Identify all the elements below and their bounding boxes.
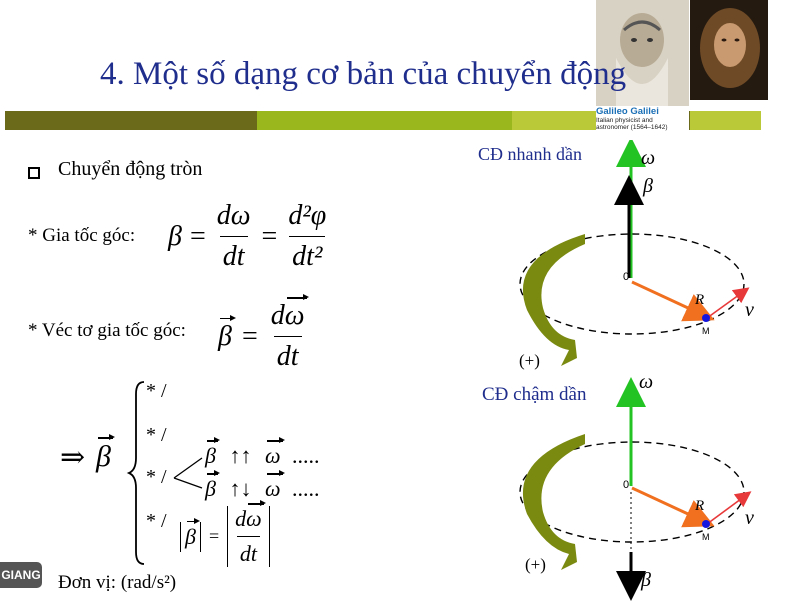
beta-vector-abs: β <box>185 523 196 549</box>
beta-symbol: β <box>168 220 182 252</box>
omega-vector: ω <box>284 300 305 331</box>
diagram-top <box>505 140 775 375</box>
title-bar-middle <box>257 111 512 130</box>
beta-label-top: β <box>643 175 653 197</box>
point-m-top <box>702 314 710 322</box>
beta-label-bottom: β <box>641 569 651 591</box>
curved-arrow-top <box>523 234 585 366</box>
radius-arrow-bottom <box>632 488 701 520</box>
diagram-bottom-label: CĐ chậm dần <box>482 384 587 405</box>
r-label-bottom: R <box>695 498 705 514</box>
case-row-2: * / <box>146 424 167 446</box>
omega-vector-parallel: ω <box>264 443 281 468</box>
direction-label-bottom: (+) <box>525 555 546 574</box>
omega-label-bottom: ω <box>639 371 654 393</box>
caption-name: Galileo Galilei <box>596 106 659 117</box>
bullet-heading: Chuyển động tròn <box>58 158 203 180</box>
equals-sign: = <box>189 220 206 252</box>
angular-acceleration-label: * Gia tốc góc: <box>28 225 136 246</box>
v-label-top: v <box>745 299 754 321</box>
beta-vector-parallel: β <box>205 443 216 468</box>
velocity-arrow-bottom <box>707 496 745 524</box>
case-antiparallel <box>205 476 320 502</box>
denominator-dt2: dt² <box>289 236 325 273</box>
vector-acceleration-formula <box>218 300 308 373</box>
abs-fraction <box>227 506 270 567</box>
direction-label-top: (+) <box>519 351 540 370</box>
case-row-3: * / <box>146 466 167 488</box>
omega-vector-abs: ω <box>246 506 262 531</box>
denominator-dt: dt <box>220 236 248 273</box>
bullet-square-icon <box>28 167 40 179</box>
slide-title: 4. Một số dạng cơ bản của chuyển động <box>100 56 627 92</box>
portrait-newton <box>690 0 768 100</box>
case-parallel <box>205 443 320 469</box>
antiparallel-symbols: ↑↓ <box>229 476 252 501</box>
caption-line2: astronomer (1564–1642) <box>596 124 668 131</box>
beta-vector: β <box>218 320 232 352</box>
numerator-abs: dω <box>235 506 262 531</box>
v-label-bottom: v <box>745 507 754 529</box>
omega-vector-antiparallel: ω <box>264 476 281 501</box>
angular-acceleration-formula <box>168 200 329 273</box>
caption-line1: Italian physicist and <box>596 117 653 124</box>
denominator-dt-2: dt <box>274 336 302 373</box>
title-bar-left <box>5 111 257 130</box>
fraction-abs <box>232 506 265 567</box>
implies-arrow: ⇒ <box>60 441 86 474</box>
velocity-arrow-top <box>707 292 743 318</box>
numerator-d2-phi: d²φ <box>288 200 327 231</box>
diagram-bottom <box>505 370 775 603</box>
ellipsis-parallel: ..... <box>292 443 320 468</box>
denominator-abs: dt <box>237 536 260 567</box>
fraction-d-vec-omega-dt <box>268 300 308 373</box>
diagram-top-label: CĐ nhanh dần <box>478 144 582 164</box>
beta-vector-antiparallel: β <box>205 476 216 501</box>
portrait-caption <box>596 106 689 138</box>
equals-sign-2: = <box>261 220 278 252</box>
abs-beta <box>180 522 201 552</box>
fraction-d-omega-dt <box>214 200 254 273</box>
equals-sign-3: = <box>241 320 258 352</box>
m-label-bottom: M <box>702 532 710 542</box>
case-row-1: * / <box>146 380 167 402</box>
m-label-top: M <box>702 326 710 336</box>
case-split-lines <box>172 452 206 492</box>
case-row-4: * / <box>146 510 167 532</box>
ellipsis-antiparallel: ..... <box>292 476 320 501</box>
r-label-top: R <box>695 292 705 308</box>
equals-sign-abs: = <box>208 526 220 546</box>
presenter-badge: GIANG <box>0 562 42 588</box>
unit-label: Đơn vị: (rad/s²) <box>58 572 177 593</box>
vector-acceleration-label: * Véc tơ gia tốc góc: <box>28 320 186 341</box>
fraction-d2phi-dt2 <box>285 200 329 273</box>
numerator-d-omega: dω <box>216 200 251 231</box>
beta-vector-cases: β <box>96 440 111 473</box>
origin-label-top: 0 <box>623 271 630 283</box>
radius-arrow-top <box>632 282 701 314</box>
omega-label-top: ω <box>641 147 656 169</box>
cases-brace <box>126 378 148 568</box>
magnitude-formula <box>180 506 270 567</box>
numerator-d-vec-omega: dω <box>270 300 305 331</box>
origin-label-bottom: 0 <box>623 479 630 491</box>
parallel-symbols: ↑↑ <box>229 443 252 468</box>
curved-arrow-bottom <box>523 434 585 570</box>
point-m-bottom <box>702 520 710 528</box>
